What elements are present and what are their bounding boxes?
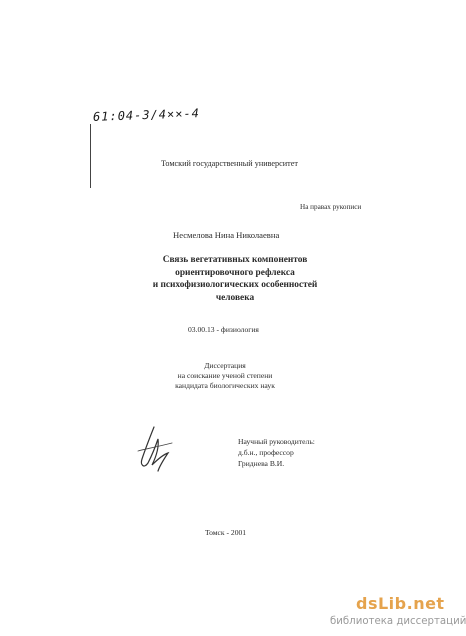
- title-line: ориентировочного рефлекса: [175, 267, 295, 278]
- supervisor-line: Гриднева В.И.: [238, 458, 285, 468]
- handwritten-signature: [132, 425, 184, 473]
- stamp-bracket: [90, 124, 99, 188]
- supervisor-line: Научный руководитель:: [238, 437, 315, 446]
- city-and-year: Томск - 2001: [205, 528, 247, 537]
- dslib-subtitle: библиотека диссертаций: [330, 616, 466, 627]
- specialty-code: 03.00.13 - физиология: [188, 325, 259, 334]
- university-name: Томский государственный университет: [161, 159, 298, 168]
- archive-stamp-code: 61:04-3/4××-4: [92, 106, 201, 124]
- title-line: и психофизиологических особенностей: [152, 280, 318, 291]
- degree-line: кандидата биологических наук: [175, 380, 275, 390]
- degree-statement: [150, 361, 300, 390]
- scientific-supervisor: [238, 437, 315, 469]
- dslib-logo: dsLib.net: [356, 594, 445, 613]
- dissertation-title: [110, 254, 360, 304]
- supervisor-line: д.б.н., профессор: [238, 447, 294, 457]
- rights-note: На правах рукописи: [300, 203, 362, 211]
- author-name: Несмелова Нина Николаевна: [173, 230, 280, 240]
- title-line: человека: [215, 292, 255, 303]
- dslib-watermark: [330, 594, 466, 634]
- degree-line: Диссертация: [204, 361, 246, 370]
- title-line: Связь вегетативных компонентов: [162, 255, 308, 265]
- degree-line: на соискание ученой степени: [177, 370, 273, 380]
